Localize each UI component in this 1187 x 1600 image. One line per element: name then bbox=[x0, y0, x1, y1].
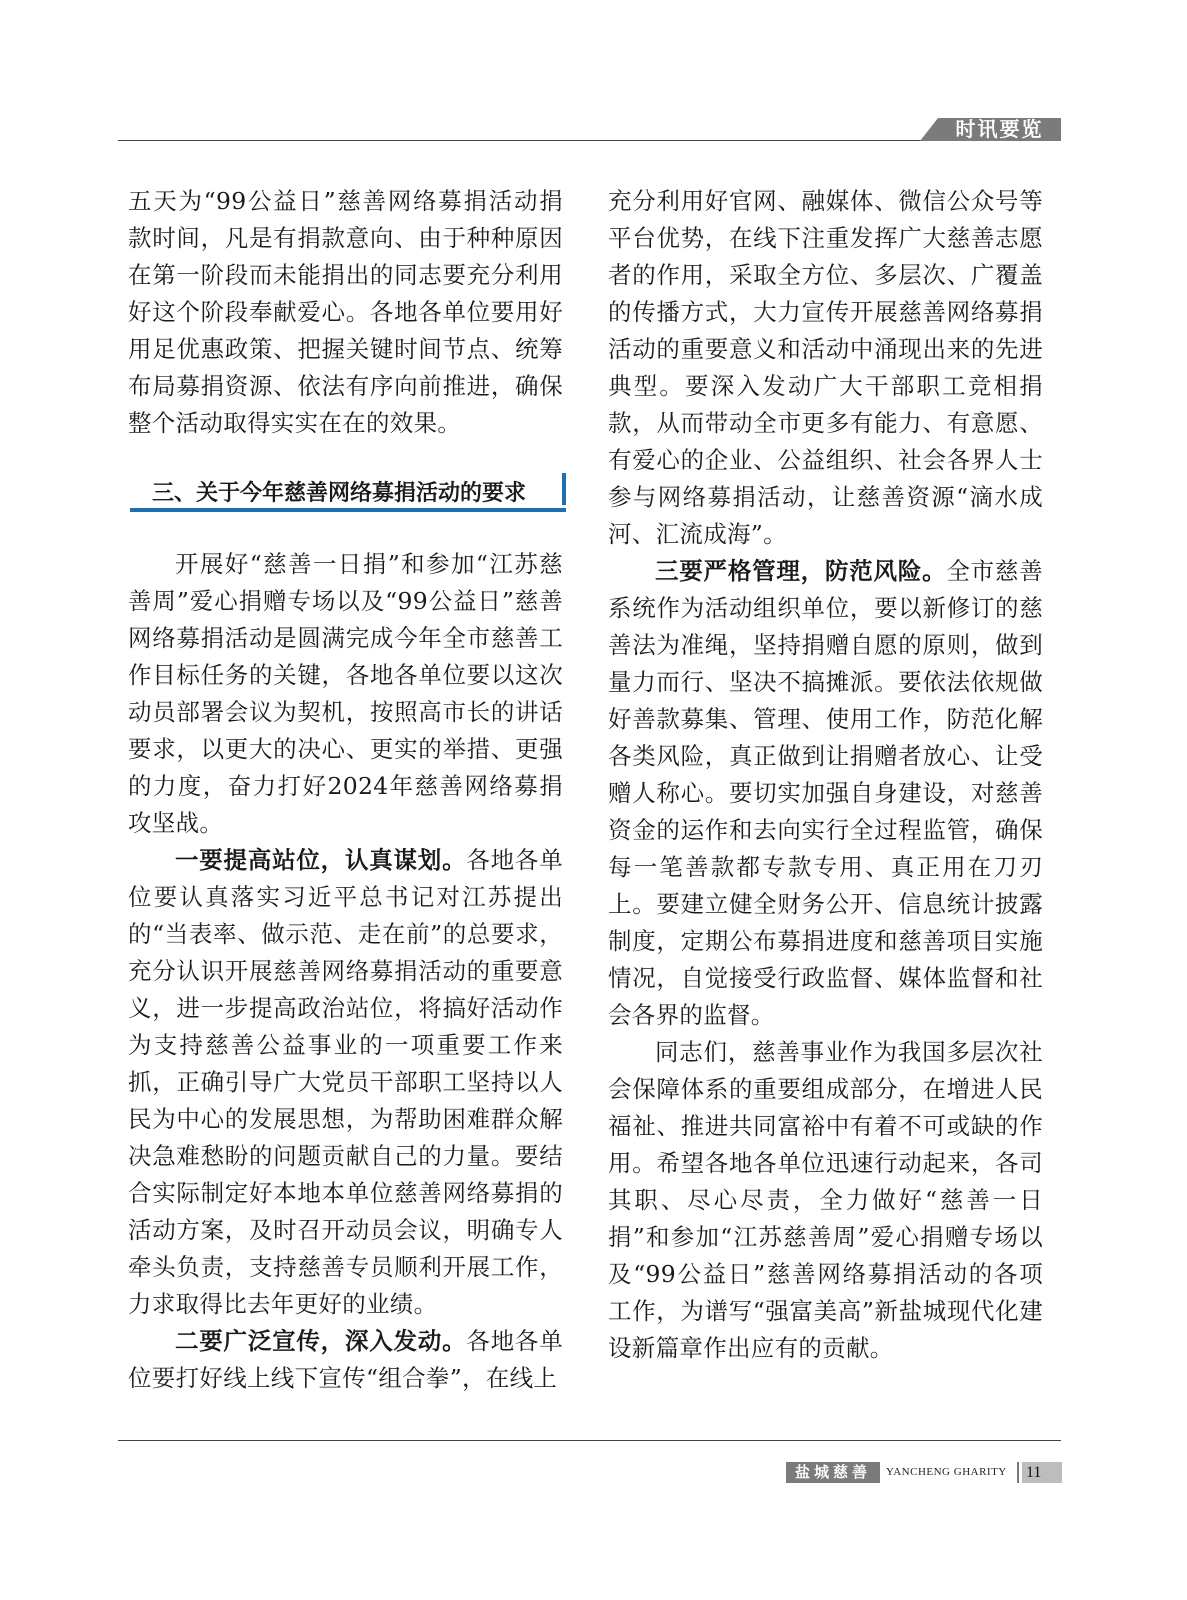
left-column bbox=[128, 183, 563, 1397]
heading-underline bbox=[130, 508, 566, 512]
page-number: 11 bbox=[1022, 1462, 1062, 1483]
paragraph-lead: 三要严格管理，防范风险。 bbox=[655, 557, 947, 585]
paragraph: 同志们，慈善事业作为我国多层次社会保障体系的重要组成部分，在增进人民福祉、推进共同富裕中有着不可或缺的作用。希望各地各单位迅速行动起来，各司其职、尽心尽责，全力做好“慈善一日捐”和参加“江苏慈善周”爱心捐赠专场以及“99公益日”慈善网络募捐活动的各项工作，为谱写“强富美高”新盐城现代化建设新篇章作出应有的贡献。 bbox=[608, 1038, 1043, 1362]
section-heading bbox=[128, 473, 563, 521]
paragraph-lead: 二要广泛宣传，深入发动。 bbox=[175, 1327, 467, 1355]
paragraph-body: 全市慈善系统作为活动组织单位，要以新修订的慈善法为准绳，坚持捐赠自愿的原则，做到量力而行、坚决不搞摊派。要依法依规做好善款募集、管理、使用工作，防范化解各类风险，真正做到让捐赠者放心、让受赠人称心。要切实加强自身建设，对慈善资金的运作和去向实行全过程监管，确保每一笔善款都专款专用、真正用在刀刃上。要建立健全财务公开、信息统计披露制度，定期公布募捐进度和慈善项目实施情况，自觉接受行政监督、媒体监督和社会各界的监督。 bbox=[608, 557, 1043, 1029]
paragraph-body: 各地各单位要打好线上线下宣传“组合拳”，在线上 bbox=[128, 1327, 563, 1392]
paragraph bbox=[608, 553, 1043, 1034]
paragraph: 开展好“慈善一日捐”和参加“江苏慈善周”爱心捐赠专场以及“99公益日”慈善网络募捐活动是圆满完成今年全市慈善工作目标任务的关键，各地各单位要以这次动员部署会议为契机，按照高市长的讲话要求，以更大的决心、更实的举措、更强的力度，奋力打好2024年慈善网络募捐攻坚战。 bbox=[128, 550, 563, 837]
paragraph bbox=[128, 1323, 563, 1397]
section-heading-text: 三、关于今年慈善网络募捐活动的要求 bbox=[152, 481, 527, 506]
magazine-english-name: YANCHENG GHARITY bbox=[886, 1466, 1007, 1478]
paragraph: 充分利用好官网、融媒体、微信公众号等平台优势，在线下注重发挥广大慈善志愿者的作用，采取全方位、多层次、广覆盖的传播方式，大力宣传开展慈善网络募捐活动的重要意义和活动中涌现出来的先进典型。要深入发动广大干部职工竞相捐款，从而带动全市更多有能力、有意愿、有爱心的企业、公益组织、社会各界人士参与网络募捐活动，让慈善资源“滴水成河、汇流成海”。 bbox=[608, 187, 1043, 548]
footer-rule bbox=[118, 1440, 1061, 1441]
paragraph-body: 各地各单位要认真落实习近平总书记对江苏提出的“当表率、做示范、走在前”的总要求，充分认识开展慈善网络募捐活动的重要意义，进一步提高政治站位，将搞好活动作为支持慈善公益事业的一项重要工作来抓，正确引导广大党员干部职工坚持以人民为中心的发展思想，为帮助困难群众解决急难愁盼的问题贡献自己的力量。要结合实际制定好本地本单位慈善网络募捐的活动方案，及时召开动员会议，明确专人牵头负责，支持慈善专员顺利开展工作，力求取得比去年更好的业绩。 bbox=[128, 846, 563, 1318]
magazine-name: 盐城慈善 bbox=[786, 1462, 880, 1483]
footer-separator bbox=[1017, 1462, 1019, 1483]
heading-bar bbox=[562, 473, 566, 505]
section-tag: 时讯要览 bbox=[938, 118, 1061, 141]
paragraph: 五天为“99公益日”慈善网络募捐活动捐款时间，凡是有捐款意向、由于种种原因在第一阶段而未能捐出的同志要充分利用好这个阶段奉献爱心。各地各单位要用好用足优惠政策、把握关键时间节点、统筹布局募捐资源、依法有序向前推进，确保整个活动取得实实在在的效果。 bbox=[128, 187, 563, 437]
right-column bbox=[608, 183, 1043, 1367]
paragraph-lead: 一要提高站位，认真谋划。 bbox=[175, 846, 467, 874]
paragraph bbox=[128, 842, 563, 1323]
